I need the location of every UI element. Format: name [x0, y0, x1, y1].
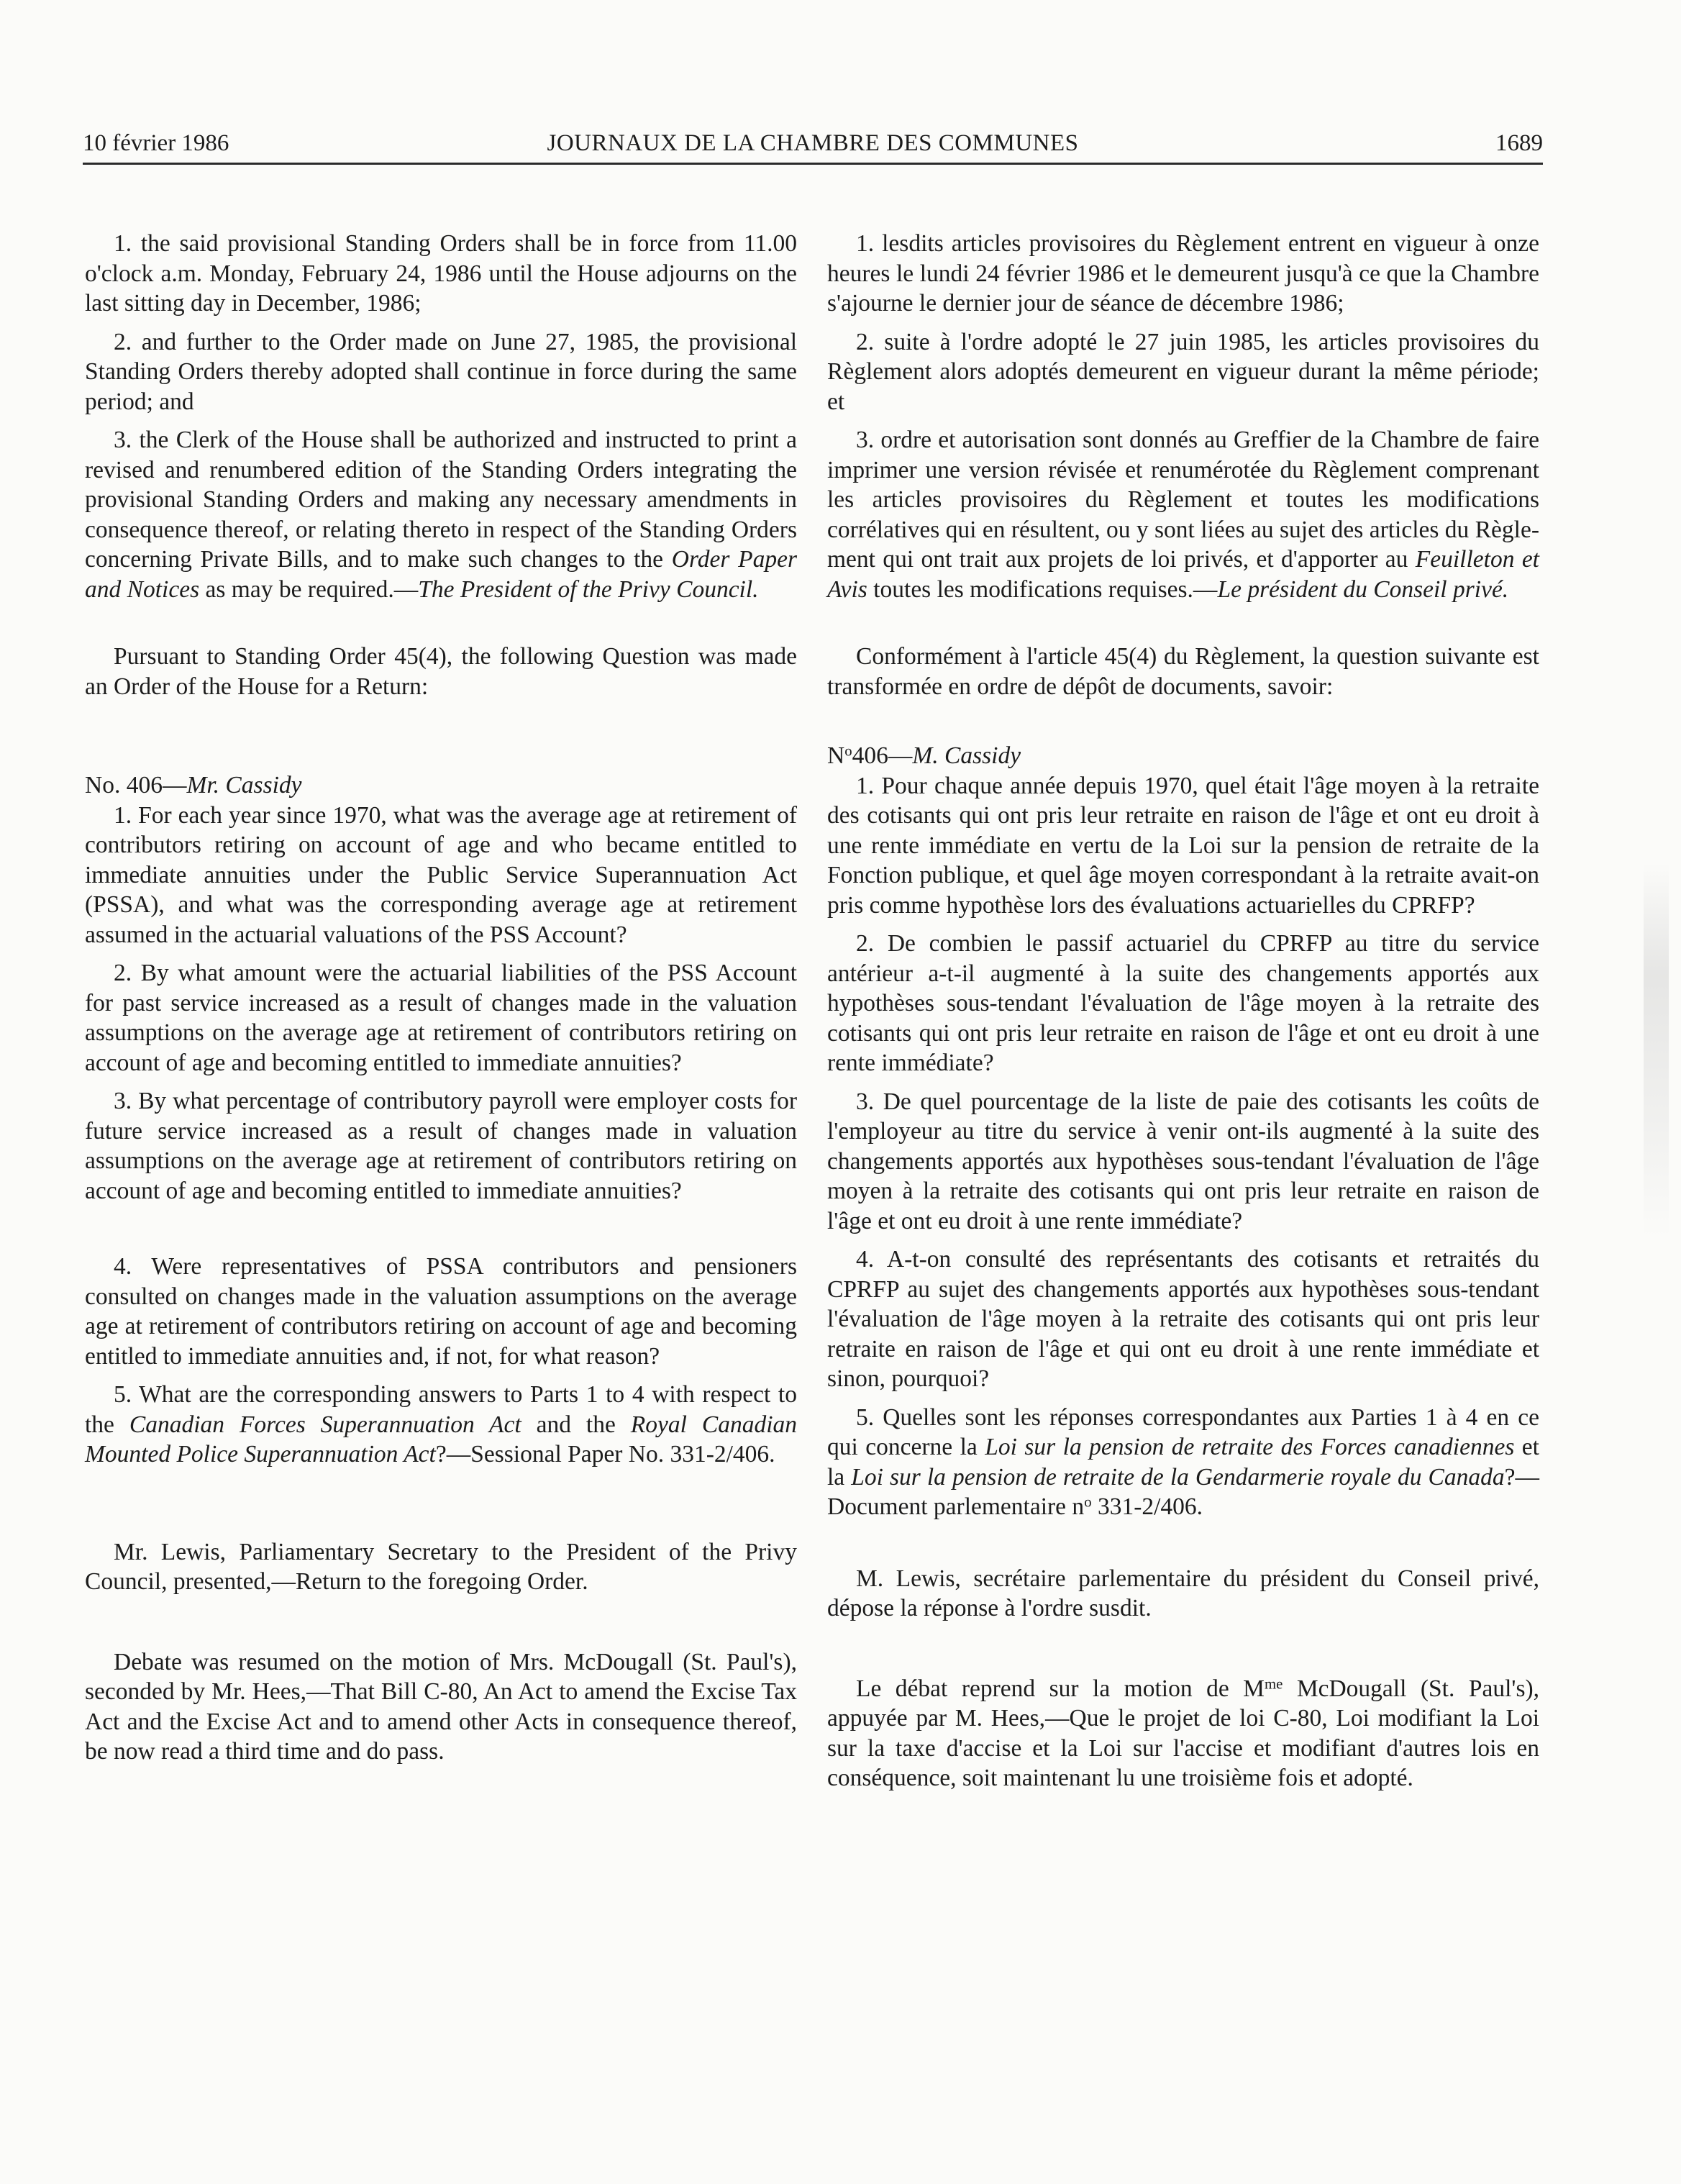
fr-q5-text-d: 331-2/406. — [1091, 1493, 1203, 1520]
en-q5-text-a: 5. What are the corresponding answers to Parts 1 to 4 with respect to the — [85, 1381, 797, 1438]
fr-q5-italic-1: Loi sur la pension de retraite des Forces canadiennes — [985, 1434, 1515, 1460]
scan-artifact — [1644, 863, 1669, 1237]
en-question-heading — [85, 770, 797, 801]
header-page-number: 1689 — [1495, 130, 1543, 156]
en-question-part-4: 4. Were representatives of PSSA contributors and pensioners consulted on changes made in the valuation assumptions on the average age at retirement of contributors retiring on account of age and becoming entitled to immediate annuities and, if not, for what reason? — [85, 1253, 797, 1370]
fr-question-part-3: 3. De quel pourcentage de la liste de paie des cotisants les coûts de l'employeur au titre du service à venir ont-ils augmenté à la suite des changements apportés aux hypothèses sous-tendant l'évaluation de l'âge moyen à la retraite des cotisants qui ont pris leur retraite en raison de l'âge et ont eu droit à une rente immédiate? — [827, 1088, 1539, 1234]
fr-order-item-2: 2. suite à l'ordre adopté le 27 juin 1985, les articles provisoires du Règlement alors adoptés demeurent en vigueur durant la même période; et — [827, 328, 1539, 415]
en-question-part-5 — [85, 1380, 797, 1470]
fr-debate-paragraph — [827, 1674, 1539, 1793]
en-question-part-2: 2. By what amount were the actuarial liabilities of the PSS Account for past service increased as a result of changes made in the valuation assumptions on the average age at retirement of contributors retiring on account of age and becoming entitled to immediate annuities? — [85, 960, 797, 1076]
fr-question-part-5 — [827, 1403, 1539, 1522]
french-column — [827, 229, 1539, 1793]
fr-q5-sup: o — [1084, 1493, 1092, 1511]
en-item3-signature: The President of the Privy Council. — [418, 575, 759, 603]
fr-order-item-1: 1. lesdits articles provisoires du Règlement entrent en vigueur à onze heures le lundi 24 février 1986 et le demeurent jusqu'à ce que la Chambre s'ajourne le dernier jour de séance de décembre 1986; — [827, 230, 1539, 317]
header-title: JOURNAUX DE LA CHAMBRE DES COMMUNES — [547, 130, 1079, 156]
en-lewis-paragraph: Mr. Lewis, Parliamentary Secretary to the President of the Privy Council, presented,—Return to the foregoing Order. — [85, 1538, 797, 1595]
fr-item3-signature: Le président du Conseil privé. — [1217, 575, 1509, 603]
fr-item3-italic: Feuilleton et Avis — [827, 546, 1539, 603]
fr-item3-text-b: toutes les modifications requises.— — [867, 575, 1218, 603]
en-q5-text-c: ?—Sessional Paper No. 331-2/406. — [435, 1441, 775, 1468]
en-q5-italic-2: Royal Canadian Mounted Police Superannuation Act — [85, 1411, 798, 1468]
header-date: 10 février 1986 — [83, 130, 229, 156]
en-question-number: No. 406— — [85, 772, 187, 798]
en-order-item-3 — [85, 425, 797, 604]
fr-order-item-3 — [827, 425, 1539, 604]
en-item3-text-b: as may be required.— — [199, 575, 419, 603]
fr-question-number-a: N — [827, 742, 845, 769]
en-pursuant-paragraph: Pursuant to Standing Order 45(4), the following Question was made an Order of the House for a Return: — [85, 643, 797, 700]
fr-q5-italic-2: Loi sur la pension de retraite de la Gendarmerie royale du Canada — [851, 1463, 1505, 1491]
fr-debate-text-a: Le débat reprend sur la motion de M — [856, 1675, 1265, 1702]
fr-q5-text-c: ?—Document parlementaire n — [827, 1463, 1539, 1520]
fr-item3-text-a: 3. ordre et autorisation sont donnés au Greffier de la Chambre de faire imprimer une version révisée et renumérotée du Règlement comprenant les articles provisoires du Règlement et toutes les modifications corrélatives qui en résultent, ou y sont liées au sujet des articles du Règlement qui ont trait aux projets de loi privés, et d'apporter au — [827, 427, 1539, 573]
fr-question-heading — [827, 741, 1539, 771]
fr-question-part-2: 2. De combien le passif actuariel du CPRFP au titre du service antérieur a-t-il augmenté à la suite des changements apportés aux hypothèses sous-tendant l'évaluation de l'âge moyen à la retraite des cotisants qui ont pris leur retraite en raison de l'âge et ont eu droit à une rente immédiate? — [827, 930, 1539, 1076]
fr-lewis-paragraph: M. Lewis, secrétaire parlementaire du président du Conseil privé, dépose la réponse à l'ordre susdit. — [827, 1565, 1539, 1621]
en-item3-italic: Order Paper and Notices — [85, 546, 797, 603]
en-q5-text-b: and the — [521, 1411, 631, 1438]
fr-question-number-b: 406— — [852, 742, 913, 769]
en-question-member: Mr. Cassidy — [186, 772, 302, 798]
english-column — [85, 229, 797, 1767]
fr-question-member: M. Cassidy — [912, 742, 1021, 769]
fr-debate-sup: me — [1264, 1675, 1283, 1693]
en-q5-italic-1: Canadian Forces Superannuation Act — [129, 1411, 521, 1438]
en-item3-text-a: 3. the Clerk of the House shall be authorized and instructed to print a revised and renumbered edition of the Standing Orders integrating the provisional Standing Orders and making any necessary amendments in consequence thereof, or relating thereto in respect of the Standing Orders concerning Private Bills, and to make such changes to the — [85, 427, 797, 573]
fr-question-part-4: 4. A-t-on consulté des représentants des cotisants et retraités du CPRFP au sujet des changements apportés aux hypothèses sous-tendant l'évaluation de l'âge moyen à la retraite des cotisants qui ont pris leur retraite en raison de l'âge et qui ont eu droit à une rente immédiate et sinon, pourquoi? — [827, 1246, 1539, 1392]
en-order-item-1: 1. the said provisional Standing Orders shall be in force from 11.00 o'clock a.m. Monday, February 24, 1986 until the House adjourns on the last sitting day in December, 1986; — [85, 230, 797, 317]
fr-q5-text-b: et la — [827, 1434, 1539, 1491]
en-debate-paragraph: Debate was resumed on the motion of Mrs. McDougall (St. Paul's), seconded by Mr. Hees,—That Bill C-80, An Act to amend the Excise Tax Act and the Excise Act and to amend other Acts in consequence thereof, be now read a third time and do pass. — [85, 1648, 797, 1765]
running-head — [83, 124, 1543, 165]
fr-debate-text-b: McDougall (St. Paul's), appuyée par M. Hees,—Que le projet de loi C-80, Loi modifiant la Loi sur la taxe d'accise et la Loi sur l'accise et modifiant d'autres lois en conséquence, soit maintenant lu une troisième fois et adopté. — [827, 1675, 1540, 1791]
fr-question-part-1: 1. Pour chaque année depuis 1970, quel était l'âge moyen à la retraite des cotisants qui ont pris leur retraite en raison de l'âge et ont eu droit à une rente immédiate en vertu de la Loi sur la pension de retraite de la Fonction publique, et quel âge moyen correspondant à la retraite avait-on pris comme hypothèse lors des évaluations actuarielles du CPRFP? — [827, 772, 1539, 919]
en-question-part-1: 1. For each year since 1970, what was the average age at retirement of contributors retiring on account of age and who became entitled to immediate annuities under the Public Service Superannuation Act (PSSA), and what was the corresponding average age at retirement assumed in the actuarial valuations of the PSS Account? — [85, 801, 797, 948]
fr-question-number-sup: o — [844, 742, 852, 760]
fr-q5-text-a: 5. Quelles sont les réponses correspondantes aux Parties 1 à 4 en ce qui concerne la — [827, 1403, 1539, 1460]
fr-pursuant-paragraph: Conformément à l'article 45(4) du Règlement, la question suivante est transformée en ordre de dépôt de documents, savoir: — [827, 643, 1539, 700]
en-question-part-3: 3. By what percentage of contributory payroll were employer costs for future service increased as a result of changes made in valuation assumptions on the average age at retirement of contributors retiring on account of age and becoming entitled to immediate annuities? — [85, 1088, 797, 1204]
en-order-item-2: 2. and further to the Order made on June 27, 1985, the provisional Standing Orders thereby adopted shall continue in force during the same period; and — [85, 328, 797, 415]
